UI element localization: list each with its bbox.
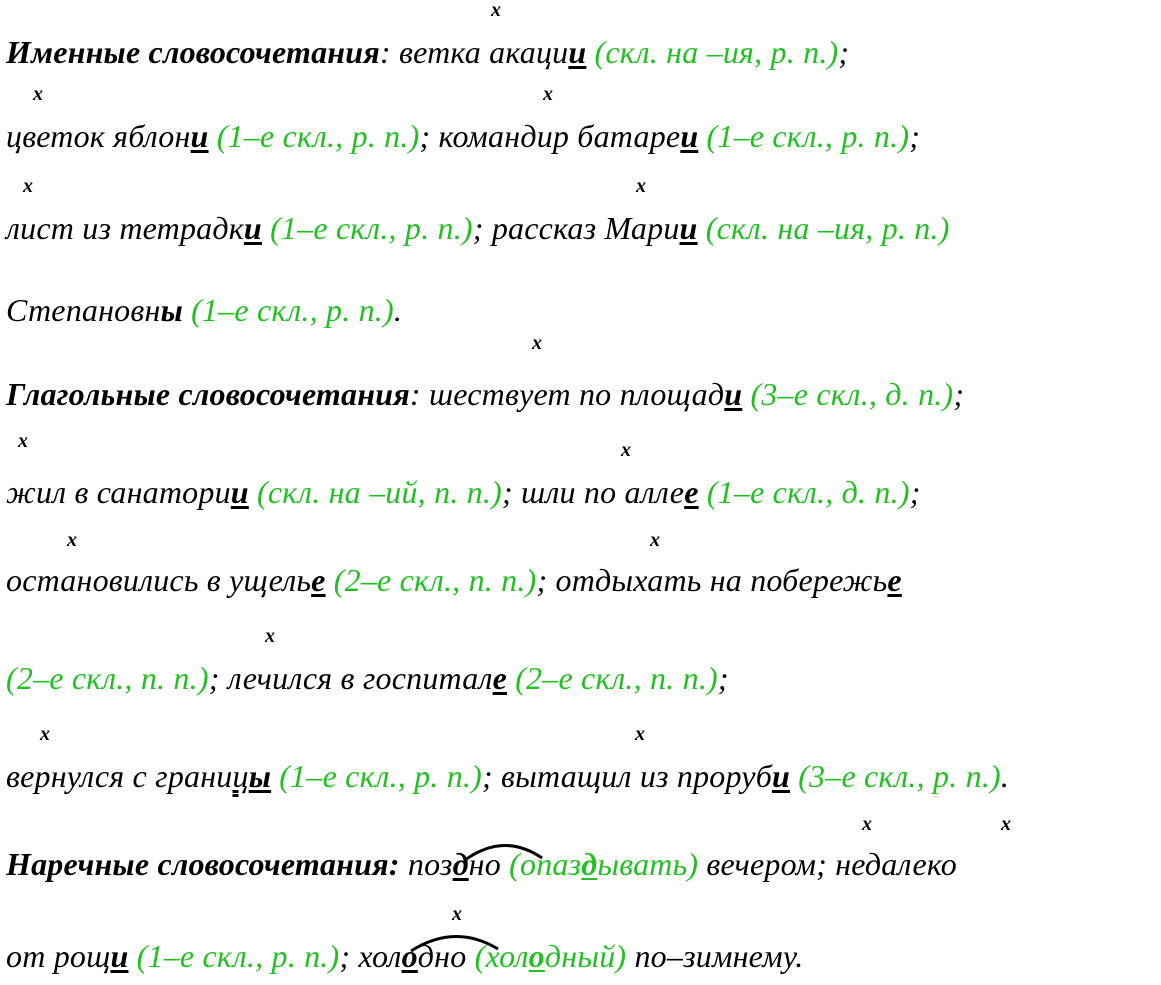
declension-note: (3–е скл., д. п.)	[742, 376, 954, 412]
orthogram-x-mark: x	[40, 723, 50, 745]
ending: и	[568, 34, 587, 70]
ending-consonant: ц	[232, 758, 249, 794]
declension-note: (2–е скл., п. п.)	[507, 660, 718, 696]
word: остановились в ущель	[6, 562, 312, 598]
orthogram-x-mark: x	[635, 723, 645, 745]
ending: и	[190, 118, 209, 154]
orthogram-letter: о	[401, 938, 418, 974]
declension-note: (1–е скл., д. п.)	[698, 474, 910, 510]
ending: е	[492, 660, 507, 696]
word: ; лечился в госпитал	[208, 660, 493, 696]
declension-note: (1–е скл., р. п.)	[182, 292, 394, 328]
orthogram-x-mark: x	[67, 529, 77, 551]
section-verb-line-1: Глагольные словосочетания: шествует по площади (3–е скл., д. п.);	[6, 376, 965, 412]
ending: и	[679, 210, 698, 246]
orthogram-x-mark: x	[650, 529, 660, 551]
orthogram-x-mark: x	[452, 903, 462, 925]
section-verb-line-5: вернулся с границы (1–е скл., р. п.); вытащил из проруби (3–е скл., р. п.).	[6, 758, 1010, 794]
declension-note: (скл. на –ий, п. п.)	[248, 474, 502, 510]
section-noun-line-4: Степановны (1–е скл., р. п.).	[6, 292, 403, 328]
declension-note: (3–е скл., р. п.)	[790, 758, 1001, 794]
check-letter: д	[581, 846, 598, 882]
section-heading-adverb: Наречные словосочетания:	[6, 846, 400, 882]
orthogram-x-mark: x	[33, 83, 43, 105]
orthogram-x-mark: x	[491, 0, 501, 21]
ending: е	[684, 474, 699, 510]
word: жил в санатори	[6, 474, 231, 510]
orthogram-x-mark: x	[543, 83, 553, 105]
section-heading-verb: Глагольные словосочетания	[6, 376, 410, 412]
section-noun-line-2: цветок яблони (1–е скл., р. п.); командир батареи (1–е скл., р. п.);	[6, 118, 921, 154]
declension-note: (1–е скл., р. п.)	[261, 210, 473, 246]
word: вернулся с грани	[6, 758, 233, 794]
check-letter: о	[528, 938, 545, 974]
section-adverb-line-1	[6, 846, 957, 882]
check-word: (опаз	[500, 846, 582, 882]
declension-note: (2–е скл., п. п.)	[6, 660, 209, 696]
orthogram-x-mark: x	[265, 625, 275, 647]
ending: и	[772, 758, 790, 794]
section-heading-noun: Именные словосочетания	[6, 34, 380, 70]
orthogram-x-mark: x	[1001, 813, 1011, 835]
word: лист из тетрадк	[6, 210, 244, 246]
orthogram-x-mark: x	[23, 175, 33, 197]
ending: и	[243, 210, 262, 246]
word: ; командир батаре	[419, 118, 681, 154]
word: ; шли по алле	[501, 474, 685, 510]
word: поз	[399, 846, 453, 882]
declension-note: (1–е скл., р. п.)	[208, 118, 420, 154]
declension-note: (2–е скл., п. п.)	[325, 562, 537, 598]
section-noun-line-1: Именные словосочетания: ветка акации (скл. на –ия, р. п.);	[6, 34, 850, 70]
section-verb-line-4: (2–е скл., п. п.); лечился в госпитале (2–е скл., п. п.);	[6, 660, 729, 696]
word: но	[468, 846, 501, 882]
orthogram-x-mark: x	[532, 332, 542, 354]
declension-note: (1–е скл., р. п.)	[271, 758, 482, 794]
check-word: ывать)	[597, 846, 699, 882]
orthogram-x-mark: x	[636, 175, 646, 197]
word: от рощ	[6, 938, 111, 974]
check-word: (хол	[466, 938, 529, 974]
orthogram-x-mark: x	[18, 430, 28, 452]
declension-note: (1–е скл., р. п.)	[128, 938, 340, 974]
ending: ы	[248, 758, 272, 794]
section-verb-line-3	[6, 562, 902, 598]
ending: и	[724, 376, 743, 412]
ending: е	[311, 562, 326, 598]
ending: и	[680, 118, 699, 154]
check-word: дный)	[544, 938, 627, 974]
word: шествует по площад	[428, 376, 725, 412]
word: Степановн	[6, 292, 161, 328]
word: ; отдыхать на побережь	[536, 562, 888, 598]
ending: и	[230, 474, 249, 510]
word: ; вытащил из проруб	[482, 758, 772, 794]
declension-note: (1–е скл., р. п.)	[698, 118, 910, 154]
ending: е	[887, 562, 902, 598]
word: вечером; недалеко	[698, 846, 958, 882]
word: ветка акаци	[399, 34, 569, 70]
declension-note: (скл. на –ия, р. п.)	[586, 34, 839, 70]
word: ; хол	[339, 938, 402, 974]
ending: и	[110, 938, 129, 974]
orthogram-x-mark: x	[862, 813, 872, 835]
word: ; рассказ Мари	[472, 210, 680, 246]
word: цветок яблон	[6, 118, 191, 154]
declension-note: (скл. на –ия, р. п.)	[697, 210, 950, 246]
section-verb-line-2: жил в санатории (скл. на –ий, п. п.); шли по аллее (1–е скл., д. п.);	[6, 474, 921, 510]
word: дно	[417, 938, 467, 974]
section-noun-line-3	[6, 210, 950, 246]
orthogram-letter: д	[452, 846, 469, 882]
orthogram-x-mark: x	[621, 439, 631, 461]
ending: ы	[160, 292, 183, 328]
word: по–зимнему.	[626, 938, 804, 974]
section-adverb-line-2	[6, 938, 803, 974]
